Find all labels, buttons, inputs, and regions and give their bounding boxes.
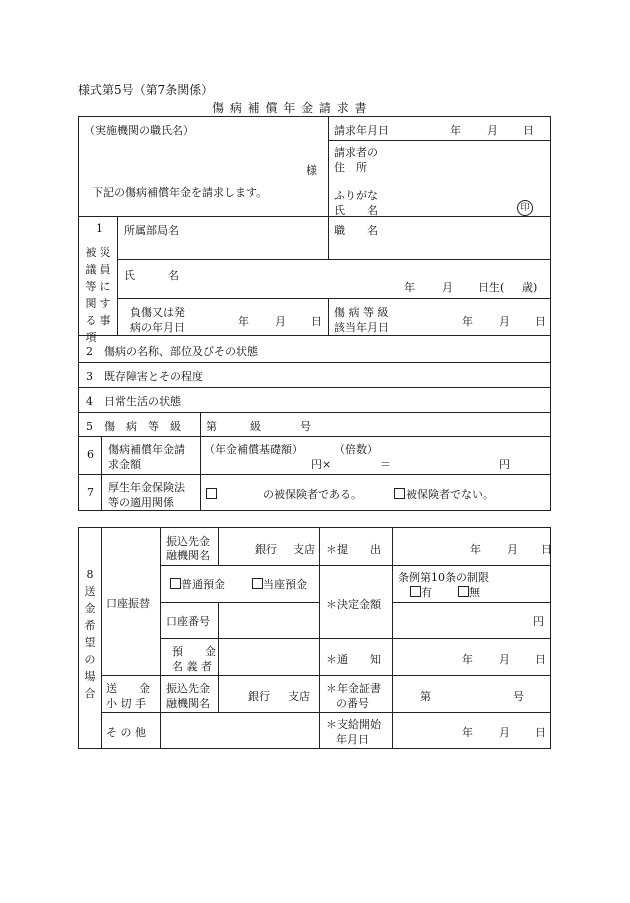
cert-go-label: 号 xyxy=(513,690,524,703)
bank-suffix-label: 銀行 xyxy=(255,543,277,556)
start-label-2: 年月日 xyxy=(336,733,369,746)
grade-day-label: 日 xyxy=(535,315,546,328)
base-amount-label: （年金補償基礎額） xyxy=(204,443,303,456)
dept-label: 所属部局名 xyxy=(124,224,179,237)
submit-label: ＊提 出 xyxy=(326,543,381,556)
row7-label-1: 厚生年金保険法 xyxy=(108,481,185,494)
address-label: 住 所 xyxy=(334,161,367,174)
grade-kyu-label: 級 xyxy=(250,420,261,433)
ordinary-deposit-label: 普通預金 xyxy=(181,578,225,591)
row7-number: 7 xyxy=(87,486,94,499)
cert-label-1: ＊年金証書 xyxy=(326,682,381,695)
not-insured-option-label: 被保険者でない。 xyxy=(406,488,494,501)
row2-label: 2 傷病の名称、部位及びその状態 xyxy=(86,345,258,358)
request-day-label: 日 xyxy=(523,124,534,137)
notice-year-label: 年 xyxy=(462,653,473,666)
birth-month-label: 月 xyxy=(442,281,453,294)
insured-option-label: の被保険者である。 xyxy=(263,488,362,501)
transfer-label: 口座振替 xyxy=(106,597,150,610)
claimant-name-label: 氏 名 xyxy=(334,204,378,217)
grade-date-label-1: 傷 病 等 級 xyxy=(334,306,389,319)
check-bank-suffix-label: 銀行 xyxy=(248,690,270,703)
current-deposit-checkbox[interactable] xyxy=(252,578,263,589)
injury-date-label-2: 病の年月日 xyxy=(130,321,185,334)
notice-label: ＊通 知 xyxy=(326,653,381,666)
check-bank-label-1: 振込先金 xyxy=(166,682,210,695)
furigana-label: ふりがな xyxy=(334,189,378,202)
row6-number: 6 xyxy=(87,448,94,461)
submit-year-label: 年 xyxy=(470,543,481,556)
holder-label-2: 名 義 者 xyxy=(172,660,212,673)
row7-label-2: 等の適用関係 xyxy=(108,496,174,509)
row3-label: 3 既存障害とその程度 xyxy=(86,370,203,383)
sama-label: 様 xyxy=(306,164,317,177)
equals-label: ＝ xyxy=(380,458,391,471)
decided-amount-label: ＊決定金額 xyxy=(326,598,381,611)
section8-vertical-label: 8 送 金 希 望 の 場 合 xyxy=(84,568,96,700)
holder-label-1: 預 金 xyxy=(172,645,216,658)
check-label-2: 小 切 手 xyxy=(106,697,146,710)
current-deposit-label: 当座預金 xyxy=(263,578,307,591)
grade-month-label: 月 xyxy=(499,315,510,328)
grade-go-label: 号 xyxy=(300,420,311,433)
victim-name-label: 氏 名 xyxy=(124,269,179,282)
row6-label-2: 求金額 xyxy=(108,458,141,471)
restriction-yes-label: 有 xyxy=(421,586,432,599)
yen-times-label: 円× xyxy=(311,458,332,471)
multiplier-label: （倍数） xyxy=(334,443,378,456)
notice-day-label: 日 xyxy=(535,653,546,666)
section1-number: 1 xyxy=(96,222,103,235)
grade-dai-label: 第 xyxy=(206,420,217,433)
injury-month-label: 月 xyxy=(275,315,286,328)
section1-vertical-label-col2: 災 員 に す 事 xyxy=(99,246,111,327)
not-insured-checkbox[interactable] xyxy=(394,488,405,499)
age-label: 歳) xyxy=(522,281,538,294)
row5-label: 5 傷 病 等 級 xyxy=(86,420,181,433)
start-year-label: 年 xyxy=(462,726,473,739)
seal-icon: 印 xyxy=(517,200,533,216)
other-label: そ の 他 xyxy=(106,726,146,739)
grade-date-label-2: 該当年月日 xyxy=(334,321,389,334)
restriction-yes-checkbox[interactable] xyxy=(410,586,421,597)
start-label-1: ＊支給開始 xyxy=(326,718,381,731)
form-number: 様式第5号（第7条関係） xyxy=(78,83,214,97)
restriction-no-label: 無 xyxy=(469,586,480,599)
account-number-label: 口座番号 xyxy=(166,615,210,628)
check-label-1: 送 金 xyxy=(106,682,150,695)
claimant-label: 請求者の xyxy=(334,146,378,159)
request-text: 下記の傷病補償年金を請求します。 xyxy=(92,186,268,199)
post-label: 職 名 xyxy=(334,224,378,237)
form-title: 傷 病 補 償 年 金 請 求 書 xyxy=(212,101,368,115)
decided-yen-label: 円 xyxy=(533,615,544,628)
bank-label-1: 振込先金 xyxy=(166,535,210,548)
branch-suffix-label: 支店 xyxy=(293,543,315,556)
injury-day-label: 日 xyxy=(311,315,322,328)
birth-day-label: 日生( xyxy=(478,281,505,294)
row4-label: 4 日常生活の状態 xyxy=(86,395,181,408)
injury-date-label-1: 負傷又は発 xyxy=(130,306,185,319)
cert-label-2: の番号 xyxy=(336,697,369,710)
request-date-label: 請求年月日 xyxy=(334,124,389,137)
ordinance-label: 条例第10条の制限 xyxy=(398,571,489,584)
yen-label: 円 xyxy=(499,458,510,471)
check-branch-suffix-label: 支店 xyxy=(288,690,310,703)
section1-vertical-label-col1: 被 議 等 関 る 項 xyxy=(85,246,97,344)
agency-label: （実施機関の職氏名） xyxy=(84,124,194,137)
bank-label-2: 融機関名 xyxy=(166,549,210,562)
restriction-no-checkbox[interactable] xyxy=(458,586,469,597)
ordinary-deposit-checkbox[interactable] xyxy=(170,578,181,589)
birth-year-label: 年 xyxy=(404,281,415,294)
cert-dai-label: 第 xyxy=(420,690,431,703)
submit-day-label: 日 xyxy=(541,543,552,556)
request-year-label: 年 xyxy=(450,124,461,137)
row6-label-1: 傷病補償年金請 xyxy=(108,443,185,456)
submit-month-label: 月 xyxy=(507,543,518,556)
notice-month-label: 月 xyxy=(499,653,510,666)
grade-year-label: 年 xyxy=(462,315,473,328)
start-month-label: 月 xyxy=(499,726,510,739)
start-day-label: 日 xyxy=(535,726,546,739)
check-bank-label-2: 融機関名 xyxy=(166,697,210,710)
insured-checkbox[interactable] xyxy=(206,488,217,499)
injury-year-label: 年 xyxy=(238,315,249,328)
request-month-label: 月 xyxy=(487,124,498,137)
